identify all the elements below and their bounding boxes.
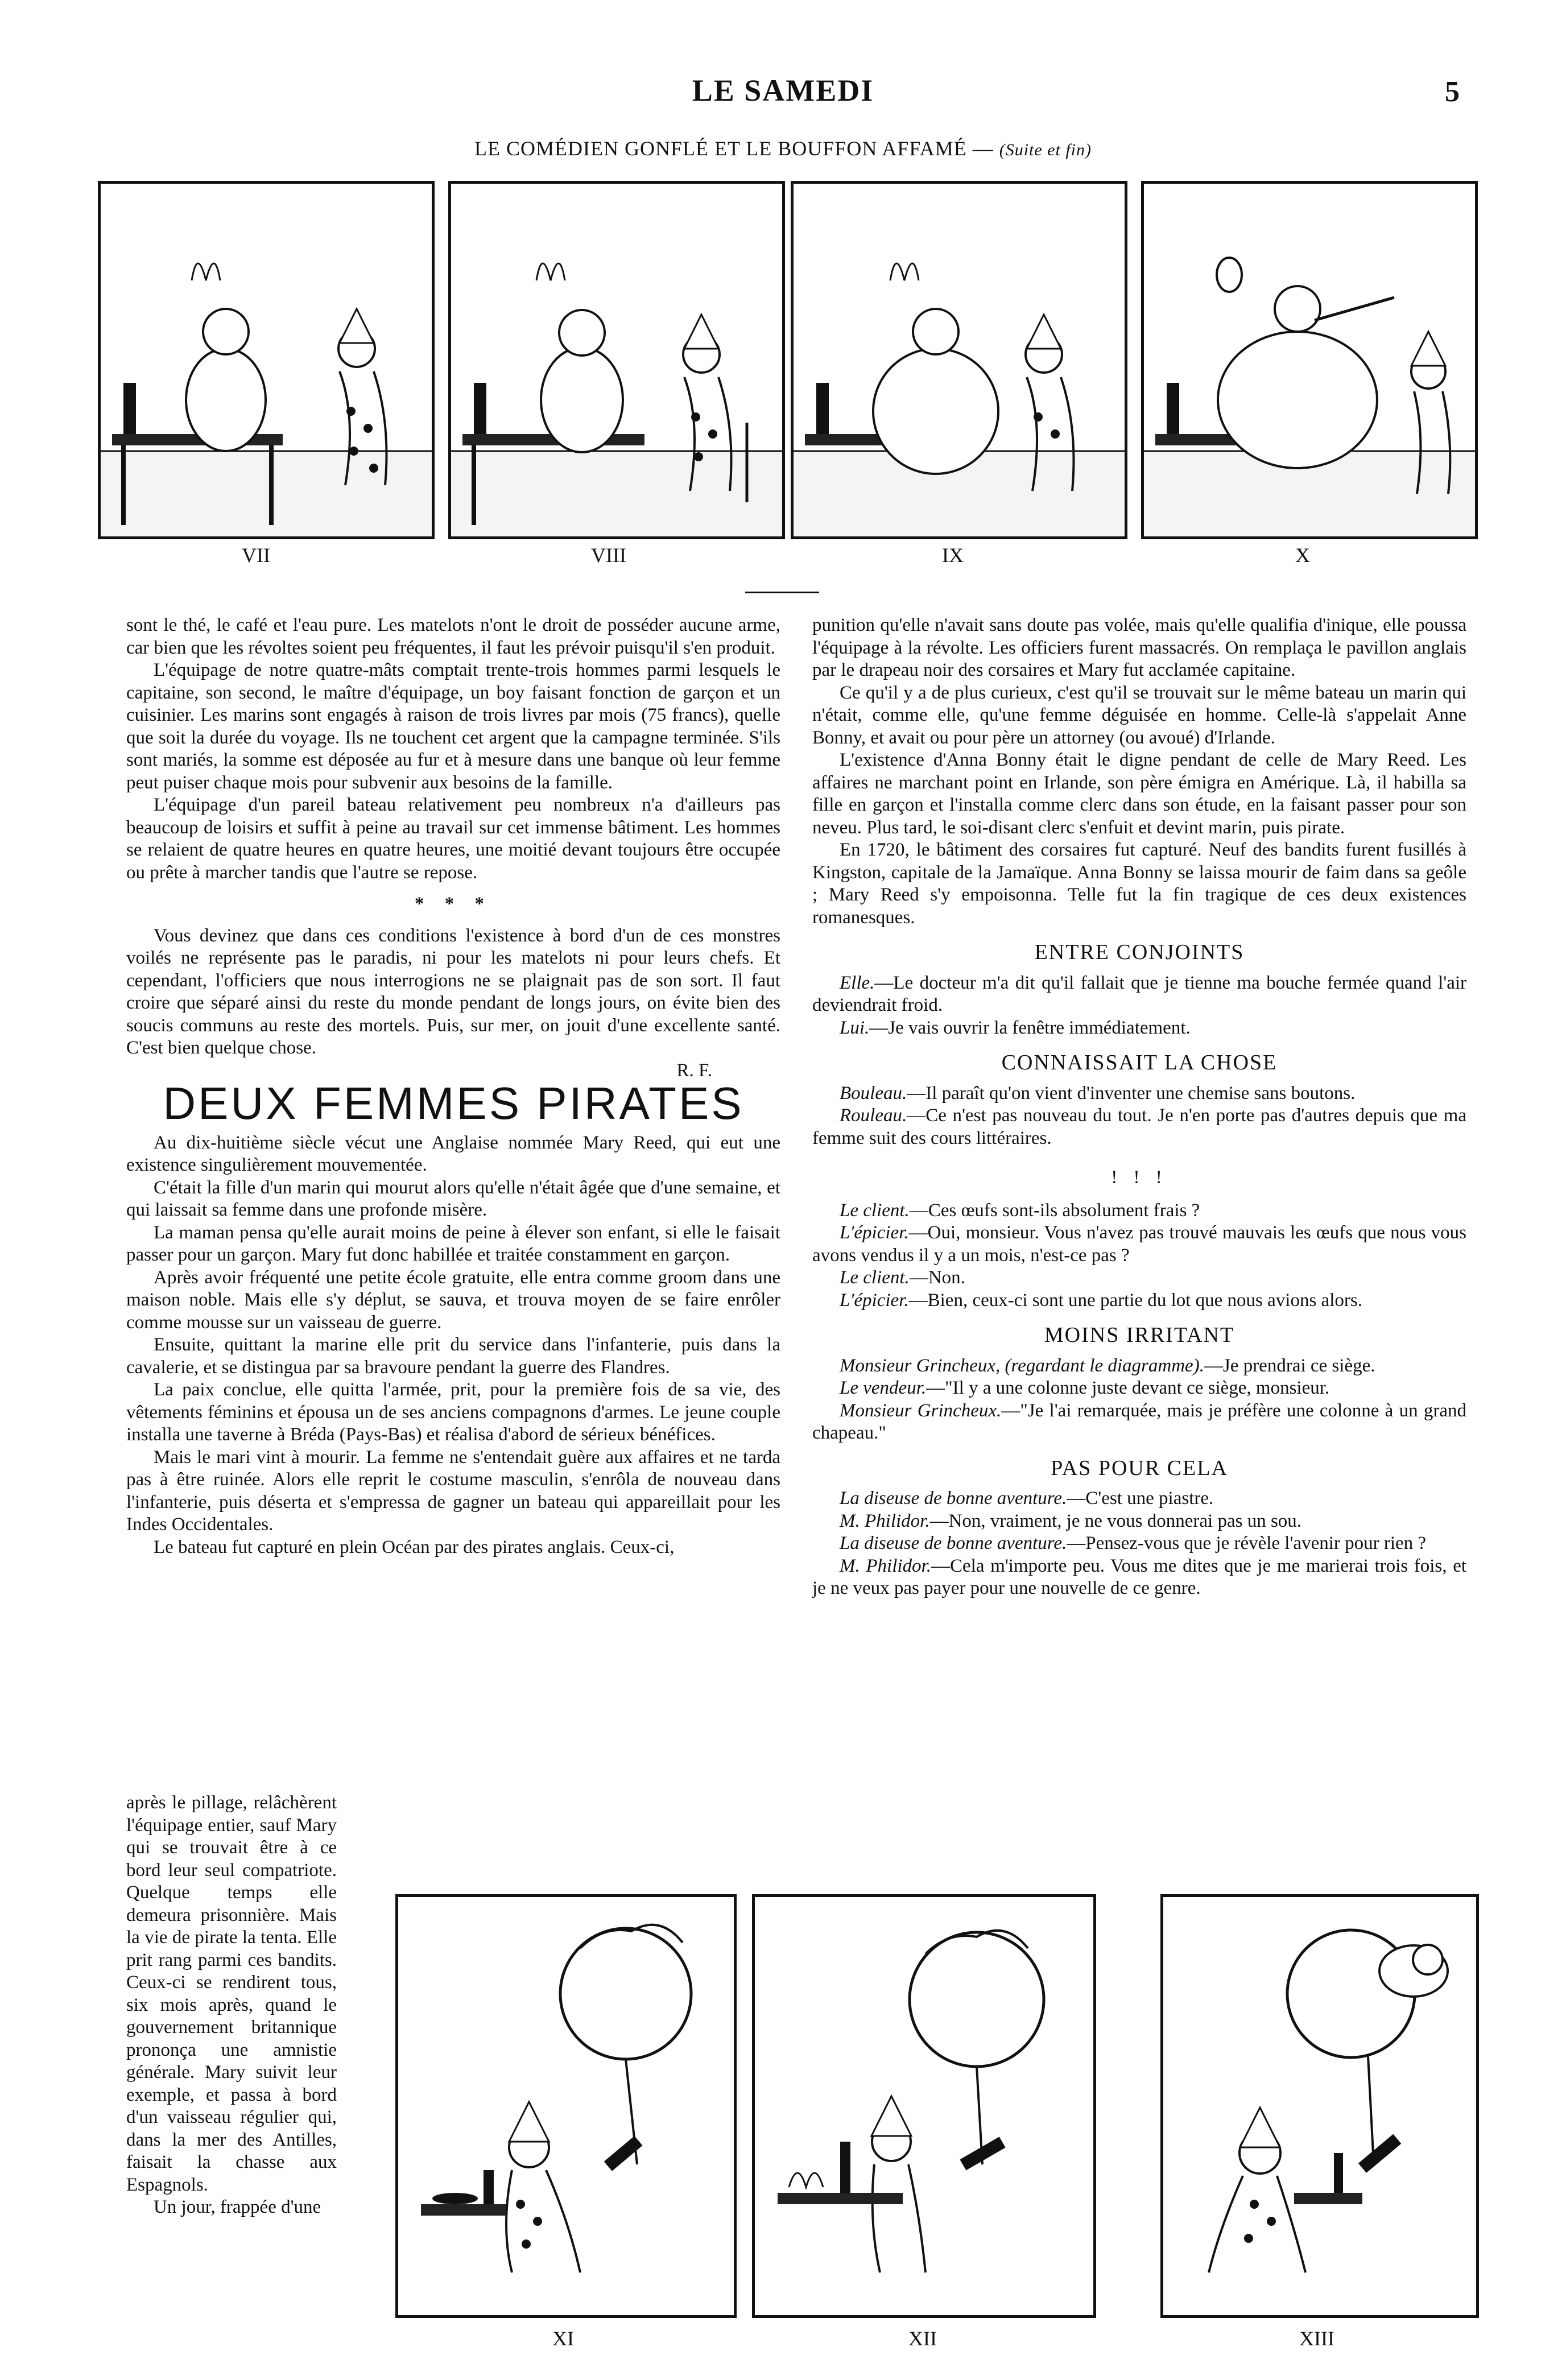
article-title: DEUX FEMMES PIRATES bbox=[163, 1078, 744, 1129]
comic-panel-10 bbox=[1141, 181, 1478, 539]
panel-label-8: VIII bbox=[591, 544, 626, 567]
paragraph: Un jour, frappée d'une bbox=[154, 2197, 321, 2217]
panel-label-7: VII bbox=[242, 544, 270, 567]
paragraph: sont le thé, le café et l'eau pure. Les matelots n'ont le droit de posséder aucune arme, car bien que les révoltes soient peu fréquentes, il faut les prévoir puisqu'il s'en produit. bbox=[126, 615, 780, 658]
dialogue-line bbox=[812, 1555, 1466, 1600]
dialogue-line bbox=[812, 1017, 1466, 1040]
panel-label-11: XI bbox=[552, 2327, 574, 2350]
paragraph: Après avoir fréquenté une petite école gratuite, elle entra comme groom dans une maison noble. Mais elle s'y déplut, se sauva, et trouva moyen de se faire enrôler comme mousse sur un vaisseau de guerre. bbox=[126, 1267, 780, 1333]
paragraph: Vous devinez que dans ces conditions l'existence à bord d'un de ces monstres voilés ne représente pas le paradis, ni pour les matelots ni pour leurs chefs. Et cependant, l'officiers que nous interrogions ne se plaignait pas de son sort. Il faut croire que séparé ainsi du reste du monde pendant de longs jours, on évite bien des soucis communs au reste des mortels. Puis, sur mer, on jouit d'une excellente santé. C'est bien quelque chose. bbox=[126, 925, 780, 1058]
anecdote-title: ! ! ! bbox=[1111, 1167, 1168, 1188]
comic-illustration-11 bbox=[398, 1897, 734, 2315]
dialogue-line bbox=[812, 1222, 1466, 1267]
anecdote-title: MOINS IRRITANT bbox=[1044, 1323, 1235, 1347]
comic-illustration-8 bbox=[451, 184, 782, 536]
line-text: —Il paraît qu'on vient d'inventer une chemise sans boutons. bbox=[907, 1082, 1356, 1104]
paragraph: La paix conclue, elle quitta l'armée, prit, pour la première fois de sa vie, des vêtements féminins et épousa un de ses anciens compagnons d'armes. Le jeune couple installa une taverne à Bréda (Pays-Bas) et réalisa d'abord de sérieux bénéfices. bbox=[126, 1379, 780, 1445]
anecdote-title: ENTRE CONJOINTS bbox=[1034, 940, 1245, 964]
paragraph: Ce qu'il y a de plus curieux, c'est qu'il se trouvait sur le même bateau un marin qui n'était, comme elle, qu'une femme déguisée en homme. Celle-là s'appelait Anne Bonny, et avait ou pour père un attorney (ou avoué) d'Irlande. bbox=[812, 682, 1466, 748]
paragraph: punition qu'elle n'avait sans doute pas volée, mais qu'elle qualifia d'inique, elle poussa l'équipage à la révolte. Les officiers furent massacrés. On remplaça le pavillon anglais par le drapeau noir des corsaires et Mary fut acclamée capitaine. bbox=[812, 615, 1466, 680]
comic-illustration-12 bbox=[755, 1897, 1093, 2315]
line-text: —"Je l'ai remarquée, mais je préfère une colonne à un grand chapeau." bbox=[812, 1400, 1466, 1443]
speaker: Le client. bbox=[840, 1267, 910, 1288]
dialogue-line bbox=[812, 1290, 1466, 1312]
line-text: —Cela m'importe peu. Vous me dites que je me marierai trois fois, et je ne veux pas payer pour une nouvelle de ce genre. bbox=[812, 1555, 1467, 1598]
speaker: Lui. bbox=[840, 1017, 870, 1038]
line-text: —Non, vraiment, je ne vous donnerai pas un sou. bbox=[929, 1510, 1302, 1531]
dialogue-line bbox=[812, 1200, 1466, 1222]
panel-label-9: IX bbox=[942, 544, 964, 567]
panel-label-13: XIII bbox=[1299, 2327, 1334, 2350]
line-text: —Je vais ouvrir la fenêtre immédiatement. bbox=[869, 1017, 1191, 1038]
dialogue-line bbox=[812, 1532, 1466, 1555]
line-text: —Ce n'est pas nouveau du tout. Je n'en porte pas d'autres depuis que ma femme suit des cours littéraires. bbox=[812, 1105, 1466, 1148]
paragraph: L'existence d'Anna Bonny était le digne pendant de celle de Mary Reed. Les affaires ne marchant point en Irlande, son père émigra en Amérique. Là, il habilla sa fille en garçon et l'installa comme clerc dans son étude, en la faisant passer pour son neveu. Plus tard, le soi-disant clerc s'enfuit et devint marin, puis pirate. bbox=[812, 750, 1466, 838]
speaker: La diseuse de bonne aventure. bbox=[840, 1533, 1067, 1553]
line-text: —Oui, monsieur. Vous n'avez pas trouvé mauvais les œufs que nous vous avons vendus il y a un mois, n'est-ce pas ? bbox=[812, 1222, 1466, 1266]
left-column bbox=[126, 614, 780, 1559]
comic-illustration-7 bbox=[101, 184, 432, 536]
comic-illustration-13 bbox=[1163, 1897, 1476, 2315]
line-text: —Bien, ceux-ci sont une partie du lot que nous avions alors. bbox=[908, 1290, 1362, 1311]
paragraph: En 1720, le bâtiment des corsaires fut capturé. Neuf des bandits furent fusillés à Kingston, capitale de la Jamaïque. Anna Bonny se laissa mourir de faim dans sa geôle ; Mary Reed s'y empoisonna. Telle fut la fin tragique de ces deux existences romanesques. bbox=[812, 840, 1466, 928]
line-text: —"Il y a une colonne juste devant ce siège, monsieur. bbox=[926, 1378, 1330, 1398]
speaker: Le vendeur. bbox=[840, 1378, 927, 1398]
comic-panel-8 bbox=[448, 181, 785, 539]
speaker: Rouleau. bbox=[840, 1105, 907, 1126]
speaker: Monsieur Grincheux, (regardant le diagramme). bbox=[840, 1355, 1204, 1376]
paragraph: Le bateau fut capturé en plein Océan par des pirates anglais. Ceux-ci, bbox=[154, 1536, 675, 1557]
dialogue-line bbox=[812, 1377, 1466, 1400]
dialogue-line bbox=[812, 972, 1466, 1017]
speaker: M. Philidor. bbox=[840, 1510, 930, 1531]
dialogue-line bbox=[812, 1082, 1466, 1105]
comic-illustration-9 bbox=[794, 184, 1125, 536]
dialogue-line bbox=[812, 1267, 1466, 1290]
right-column bbox=[812, 614, 1466, 1600]
anecdote-title: PAS POUR CELA bbox=[1051, 1456, 1228, 1480]
comic-illustration-10 bbox=[1144, 184, 1475, 536]
line-text: —C'est une piastre. bbox=[1067, 1488, 1214, 1509]
speaker: L'épicier. bbox=[840, 1222, 909, 1243]
section-divider bbox=[745, 592, 819, 593]
dialogue-line bbox=[812, 1488, 1466, 1510]
speaker: Le client. bbox=[840, 1200, 910, 1221]
speaker: M. Philidor. bbox=[840, 1555, 932, 1576]
anecdote-title: CONNAISSAIT LA CHOSE bbox=[1001, 1051, 1278, 1075]
paragraph: après le pillage, relâchèrent l'équipage entier, sauf Mary qui se trouvait être à ce bord leur seul compatriote. Quelque temps elle demeura prisonnière. Mais la vie de pirate la tenta. Elle prit rang parmi ces bandits. Ceux-ci se rendirent tous, six mois après, quand le gouvernement britannique prononça une amnistie générale. Mary suivit leur exemple, et passa à bord d'un vaisseau régulier qui, dans la mer des Antilles, faisait la chasse aux Espagnols. bbox=[126, 1792, 337, 2195]
comic-panel-11 bbox=[395, 1894, 737, 2318]
speaker: Bouleau. bbox=[840, 1082, 907, 1104]
section-stars: * * * bbox=[415, 894, 492, 914]
speaker: Elle. bbox=[840, 972, 875, 993]
panel-label-10: X bbox=[1295, 544, 1310, 567]
page-number: 5 bbox=[1445, 76, 1460, 108]
line-text: —Ces œufs sont-ils absolument frais ? bbox=[909, 1200, 1200, 1221]
line-text: —Non. bbox=[909, 1267, 965, 1288]
line-text: —Je prendrai ce siège. bbox=[1204, 1355, 1375, 1376]
line-text: —Le docteur m'a dit qu'il fallait que je tienne ma bouche fermée quand l'air deviendrait froid. bbox=[812, 972, 1466, 1015]
comic-panel-7 bbox=[98, 181, 435, 539]
line-text: —Pensez-vous que je révèle l'avenir pour rien ? bbox=[1067, 1533, 1427, 1553]
paragraph: L'équipage d'un pareil bateau relativement peu nombreux n'a d'ailleurs pas beaucoup de loisirs et suffit à peine au travail sur cet immense bâtiment. Les hommes se relaient de quatre heures en quatre heures, une moitié devant toujours être occupée ou prête à marcher tandis que l'autre se repose. bbox=[126, 795, 780, 883]
comic-title-text: LE COMÉDIEN GONFLÉ ET LE BOUFFON AFFAMÉ — bbox=[474, 137, 994, 160]
comic-panel-12 bbox=[752, 1894, 1096, 2318]
author-signature: R. F. bbox=[676, 1060, 712, 1081]
narrow-column bbox=[126, 1792, 337, 2219]
newspaper-title: LE SAMEDI bbox=[692, 73, 874, 108]
speaker: Monsieur Grincheux. bbox=[840, 1400, 1002, 1421]
paragraph: Ensuite, quittant la marine elle prit du service dans l'infanterie, puis dans la cavalerie, et se distingua par sa bravoure pendant la guerre des Flandres. bbox=[126, 1334, 780, 1378]
dialogue-line bbox=[812, 1510, 1466, 1533]
paragraph: La maman pensa qu'elle aurait moins de peine à élever son enfant, si elle le faisait passer pour un garçon. Mary fut donc habillée et traitée constamment en garçon. bbox=[126, 1222, 780, 1265]
panel-label-12: XII bbox=[908, 2327, 937, 2350]
comic-title bbox=[0, 137, 1566, 160]
dialogue-line bbox=[812, 1355, 1466, 1378]
comic-panel-13 bbox=[1160, 1894, 1479, 2318]
paragraph: Mais le mari vint à mourir. La femme ne s'entendait guère aux affaires et ne tarda pas à être ruinée. Alors elle reprit le costume masculin, s'enrôla de nouveau dans l'infanterie, puis déserta et s'empressa de gagner un bateau qui appareillait pour les Indes Occidentales. bbox=[126, 1447, 780, 1535]
paragraph: Au dix-huitième siècle vécut une Anglaise nommée Mary Reed, qui eut une existence singulièrement mouvementée. bbox=[126, 1132, 780, 1175]
speaker: L'épicier. bbox=[840, 1290, 909, 1311]
comic-panel-9 bbox=[791, 181, 1127, 539]
comic-title-suffix: (Suite et fin) bbox=[999, 141, 1092, 159]
speaker: La diseuse de bonne aventure. bbox=[840, 1488, 1067, 1509]
dialogue-line bbox=[812, 1400, 1466, 1445]
paragraph: L'équipage de notre quatre-mâts comptait trente-trois hommes parmi lesquels le capitaine, son second, le maître d'équipage, un boy faisant fonction de garçon et un cuisinier. Les marins sont engagés à raison de trois livres par mois (75 francs), quelle que soit la durée du voyage. Ils ne touchent cet argent que la campagne terminée. S'ils sont mariés, la somme est déposée au fur et à mesure dans une banque où leur femme peut puiser chaque mois pour subvenir aux besoins de la famille. bbox=[126, 660, 780, 793]
dialogue-line bbox=[812, 1105, 1466, 1150]
paragraph: C'était la fille d'un marin qui mourut alors qu'elle n'était âgée que d'une semaine, et qui laissait sa femme dans une profonde misère. bbox=[126, 1177, 780, 1220]
